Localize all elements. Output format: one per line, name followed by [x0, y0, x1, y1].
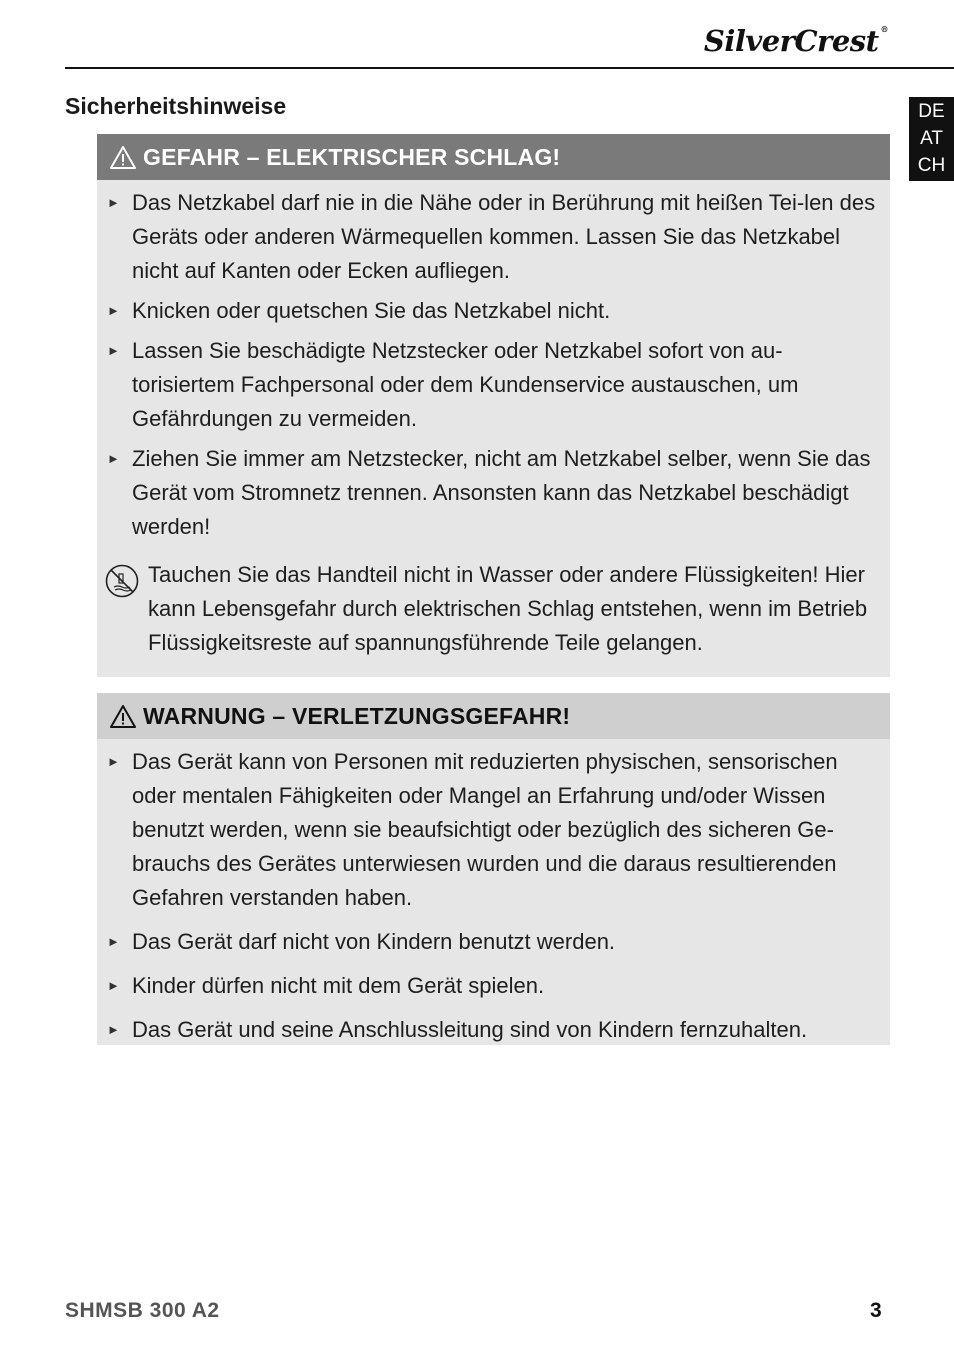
immersion-note: [97, 558, 890, 660]
list-item: [97, 969, 880, 1003]
list-item: [97, 186, 880, 288]
danger-box: [97, 134, 890, 677]
language-tab: [909, 97, 954, 181]
list-item: [97, 1013, 880, 1047]
list-item: [97, 745, 880, 915]
arrow-right-bullet-icon: ►: [107, 451, 120, 466]
danger-header: [97, 134, 890, 180]
warning-heading: WARNUNG – VERLETZUNGSGEFAHR!: [143, 702, 571, 729]
language-de: DE: [918, 101, 945, 122]
warning-triangle-icon: [109, 704, 137, 729]
arrow-right-bullet-icon: ►: [107, 934, 120, 949]
warning-list: [97, 739, 890, 1047]
page-number: 3: [870, 1299, 882, 1322]
list-item: [97, 925, 880, 959]
list-item-text: Ziehen Sie immer am Netzstecker, nicht am Netzkabel selber, wenn Sie das Gerät vom Stromnetz trennen. Ansonsten kann das Netzkabel beschädigt werden!: [132, 446, 871, 539]
brand-logo: [704, 24, 888, 58]
list-item: [97, 442, 880, 544]
section-title: Sicherheitshinweise: [65, 93, 287, 119]
note-text: Tauchen Sie das Handteil nicht in Wasser oder andere Flüssigkeiten! Hier kann Lebensgefahr durch elektrischen Schlag entstehen, wenn im Betrieb Flüssigkeitsreste auf spannungsführende Teile gelangen.: [148, 562, 868, 655]
arrow-right-bullet-icon: ►: [107, 1022, 120, 1037]
list-item: [97, 334, 880, 436]
language-at: AT: [920, 128, 943, 149]
arrow-right-bullet-icon: ►: [107, 195, 120, 210]
arrow-right-bullet-icon: ►: [107, 303, 120, 318]
warning-box: [97, 693, 890, 1045]
list-item-text: Das Gerät und seine Anschlussleitung sind von Kindern fernzuhalten.: [132, 1017, 808, 1042]
list-item-text: Das Netzkabel darf nie in die Nähe oder in Berührung mit heißen Tei-len des Geräts oder anderen Wärmequellen kommen. Lassen Sie das Netzkabel nicht auf Kanten oder Ecken aufliegen.: [132, 190, 876, 283]
list-item-text: Knicken oder quetschen Sie das Netzkabel nicht.: [132, 298, 611, 323]
language-ch: CH: [917, 155, 946, 176]
arrow-right-bullet-icon: ►: [107, 754, 120, 769]
registered-mark: ®: [880, 24, 888, 34]
danger-heading: GEFAHR – ELEKTRISCHER SCHLAG!: [143, 143, 561, 170]
arrow-right-bullet-icon: ►: [107, 343, 120, 358]
list-item-text: Das Gerät kann von Personen mit reduzierten physischen, sensorischen oder mentalen Fähigkeiten oder Mangel an Erfahrung und/oder Wissen benutzt werden, wenn sie beaufsichtigt oder bezüglich des sicheren Ge-brauchs des Gerätes unterwiesen wurden und die daraus resultierenden Gefahren verstanden haben.: [132, 749, 838, 910]
list-item-text: Lassen Sie beschädigte Netzstecker oder Netzkabel sofort von au-torisiertem Fachpersonal oder dem Kundenservice austauschen, um Gefährdungen zu vermeiden.: [132, 338, 799, 431]
brand-name: SilverCrest: [703, 24, 879, 58]
arrow-right-bullet-icon: ►: [107, 978, 120, 993]
header-rule: [65, 67, 954, 69]
list-item-text: Kinder dürfen nicht mit dem Gerät spielen.: [132, 973, 545, 998]
warning-triangle-icon: [109, 145, 137, 170]
list-item-text: Das Gerät darf nicht von Kindern benutzt werden.: [132, 929, 616, 954]
no-immersion-icon: [105, 564, 139, 598]
list-item: [97, 294, 880, 328]
warning-header: [97, 693, 890, 739]
footer-model: SHMSB 300 A2: [65, 1299, 220, 1322]
danger-list: [97, 180, 890, 544]
